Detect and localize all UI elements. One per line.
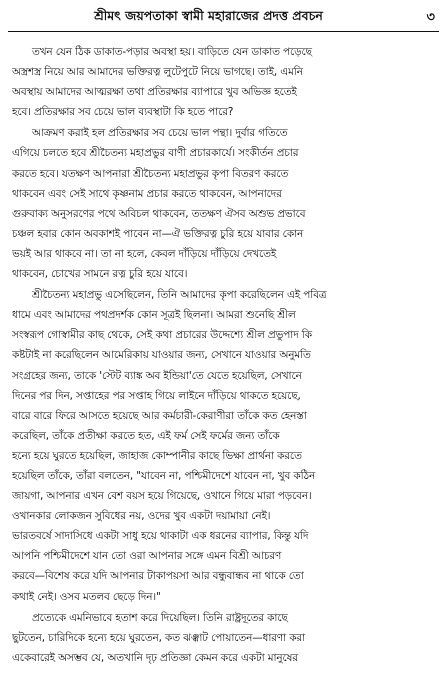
text-line: ধামে এবং আমাদের পথপ্রদর্শক কোন সূত্রই ছিলনা। আমরা শুনেছি শ্রীল — [12, 309, 296, 322]
text-line: কষ্টটাই না করেছিলেন আমেরিকায় যাওয়ার জন্য, সেখানে যাওয়ার অনুমতি — [12, 349, 311, 362]
text-line: আক্রমণ করাই হল প্রতিরক্ষার সব চেয়ে ভাল পন্থা। দুর্বার গতিতে — [32, 127, 288, 140]
text-line: হয়েছিল তাঁকে, তাঁরা বলতেন, "যাবেন না, পশ্চিমীদেশে যাবেন না, খুব কঠিন — [12, 469, 316, 482]
text-line: বারে বারে ফিরে আসতে হয়েছে আর কর্মচারী-কেরাণীরা তাঁকে কত হেনস্তা — [12, 409, 307, 422]
text-line: আপনি পশ্চিমীদেশে যান তো ওরা আপনার সঙ্গে এমন বিশ্রী আচরণ — [12, 550, 282, 563]
text-line: হন্যে হয়ে ঘুরতে হয়েছিল, জাহাজ কোম্পানীর কাছে ভিক্ষা প্রার্থনা করতে — [12, 449, 302, 462]
text-line: থাকবেন, চোখের সামনে রত্ন চুরি হয়ে যাবে। — [12, 268, 188, 281]
text-line: তখন যেন ঠিক ডাকাত-পড়ার অবস্থা হয়। বাড়িতে যেন ডাকাত পড়েছে — [32, 46, 312, 58]
text-line: একেবারেই অসম্ভব যে, অতখানি দৃঢ় প্রতিজ্ঞা কেমন করে একটা মানুষের — [12, 651, 298, 664]
paragraph — [12, 123, 437, 284]
body-text — [12, 42, 437, 669]
text-line: করেছিল, তাঁকে প্রতীক্ষা করতে হত, এই ফর্ম সেই ফর্মের জন্য তাঁকে — [12, 429, 280, 442]
text-line: এগিয়ে চলতে হবে শ্রীচৈতন্য মহাপ্রভুর বাণী প্রচারকার্যে। সংকীর্তন প্রচার — [12, 147, 299, 160]
header-rule — [8, 31, 439, 32]
text-line: কথাই নেই। ওসব মতলব ছেড়ে দিন।" — [12, 590, 161, 603]
text-line: অস্ত্রশস্ত্র নিয়ে আর আমাদের ভক্তিরত্ন লুটেপুটে নিয়ে ভাগছে। তাই, এমনি — [12, 66, 303, 79]
text-line: ভারতবর্ষে সাদাসিধে একটা সাধু হয়ে থাকাটা এক ধরনের ব্যাপার, কিন্তু যদি — [12, 530, 309, 543]
running-title: শ্রীমৎ জয়পতাকা স্বামী মহারাজের প্রদত্ত প্রবচন — [94, 8, 323, 23]
page-number: ৩ — [426, 10, 435, 25]
text-line: ভয়ই আর থাকবে না। তা না হলে, কেবল দাঁড়িয়ে দাঁড়িয়ে দেখতেই — [12, 247, 277, 260]
text-line: জায়গা, আপনার এখন বেশ বয়স হয়ে গিয়েছে, ওখানে গিয়ে মারা পড়বেন। — [12, 490, 312, 503]
text-line: থাকবেন এবং সেই সাথে কৃষ্ণনাম প্রচার করতে থাকবেন, আপনাদের — [12, 187, 282, 200]
text-line: ছুটতেন, চারিদিকে হন্যে হয়ে ঘুরতেন, কত ঝঞ্ঝাট পোয়াতেন—ধারণা করা — [12, 631, 306, 644]
text-line: শ্রীচৈতন্য মহাপ্রভু এসেছিলেন, তিনি আমাদের কৃপা করেছিলেন এই পবিত্র — [32, 289, 327, 302]
text-line: দিনের পর দিন, সপ্তাহের পর সপ্তাহ গিয়ে লাইনে দাঁড়িয়ে থাকতে হয়েছে, — [12, 389, 301, 402]
text-line: সংস্বরূপ গোস্বামীর কাছ থেকে, সেই কথা প্রচারের উদ্দেশ্যে শ্রীল প্রভুপাদ কি — [12, 329, 312, 342]
text-line: গুরুবাক্য অনুসরণের পথে অবিচল থাকবেন, ততক্ষণ ঐসব অশুভ প্রভাবে — [12, 207, 306, 220]
paragraph — [12, 608, 437, 668]
text-line: করতে হবে। যতক্ষণ আপনারা শ্রীচৈতন্য মহাপ্রভুর কৃপা বিতরণ করতে — [12, 167, 289, 180]
paragraph — [12, 42, 437, 122]
page-header — [8, 6, 439, 28]
text-line: অবস্থায় আমাদের আত্মরক্ষা তথা প্রতিরক্ষার ব্যাপারে খুব অভিজ্ঞ হতেই — [12, 86, 297, 99]
text-line: চঞ্চল হবার কোন অবকাশই পাবেন না—ঐ ভক্তিরত্ন চুরি হয়ে যাবার কোন — [12, 227, 304, 240]
text-line: সংগ্রহের জন্য, তাকে 'স্টেট ব্যাঙ্ক অব ইন্ডিয়া'তে যেতে হয়েছিল, সেখানে — [12, 369, 302, 382]
paragraph — [12, 285, 437, 607]
text-line: ওখানকার লোকজন সুবিধের নয়, ওদের খুব একটা দয়ামায়া নেই। — [12, 510, 271, 523]
text-line: করবে—বিশেষ করে যদি আপনার টাকাপয়সা আর বন্ধুবান্ধব না থাকে তো — [12, 570, 304, 583]
text-line: হবে। প্রতিরক্ষার সব চেয়ে ভাল ব্যবস্থাটা কি হতে পারে? — [12, 106, 234, 119]
text-line: প্রত্যেকে এমনিভাবে হতাশ করে দিয়েছিল। তিনি রাষ্ট্রদূতের কাছে — [32, 611, 288, 624]
